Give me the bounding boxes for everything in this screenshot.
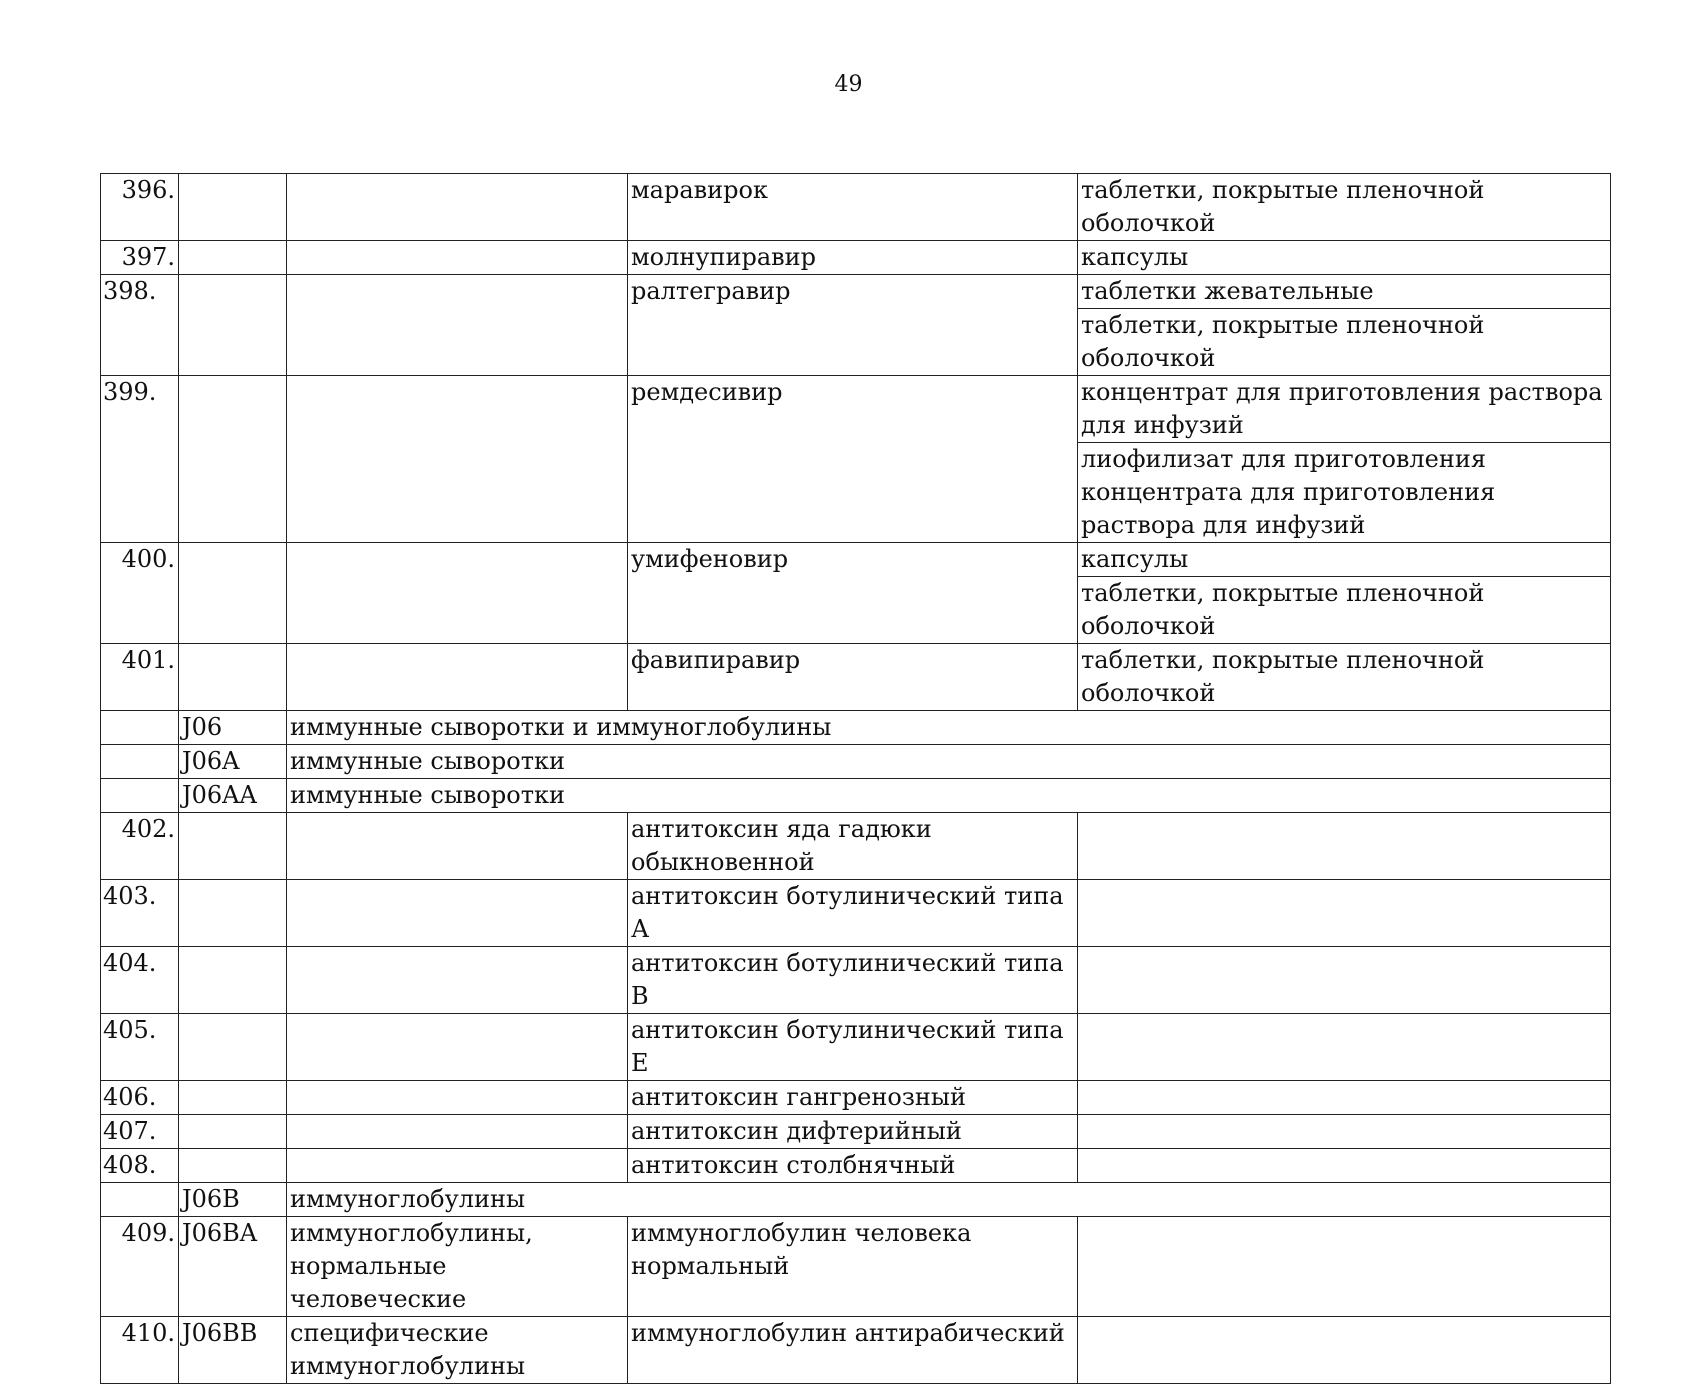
atc-code-cell	[179, 813, 287, 880]
atc-code-cell	[179, 947, 287, 1014]
row-number: 396.	[101, 174, 179, 241]
row-number: 408.	[101, 1149, 179, 1183]
table-row	[101, 1081, 1611, 1115]
inn-cell: антитоксин ботулинический типа Е	[628, 1014, 1078, 1081]
atc-code-cell	[179, 241, 287, 275]
dosage-form-cell	[1078, 813, 1611, 880]
atc-code-cell: J06A	[179, 745, 287, 779]
group-cell: иммуноглобулины, нормальные человеческие	[287, 1217, 628, 1317]
row-number: 410.	[101, 1317, 179, 1384]
row-number: 405.	[101, 1014, 179, 1081]
group-cell	[287, 376, 628, 543]
row-number: 402.	[101, 813, 179, 880]
dosage-form-cell	[1078, 1115, 1611, 1149]
inn-cell: ремдесивир	[628, 376, 1078, 543]
row-number: 406.	[101, 1081, 179, 1115]
dosage-form-cell	[1078, 1317, 1611, 1384]
page-number: 49	[834, 72, 863, 97]
row-number: 397.	[101, 241, 179, 275]
row-number	[101, 711, 179, 745]
group-title-cell: иммуноглобулины	[287, 1183, 1611, 1217]
group-title-cell: иммунные сыворотки и иммуноглобулины	[287, 711, 1611, 745]
group-cell	[287, 174, 628, 241]
inn-cell: антитоксин яда гадюки обыкновенной	[628, 813, 1078, 880]
dosage-form-cell: лиофилизат для приготовления концентрата для приготовления раствора для инфузий	[1078, 443, 1611, 543]
dosage-form-cell	[1078, 947, 1611, 1014]
dosage-form-cell: капсулы	[1078, 241, 1611, 275]
group-cell: специфические иммуноглобулины	[287, 1317, 628, 1384]
group-cell	[287, 880, 628, 947]
row-number: 403.	[101, 880, 179, 947]
group-cell	[287, 543, 628, 644]
inn-cell: молнупиравир	[628, 241, 1078, 275]
inn-cell: ралтегравир	[628, 275, 1078, 376]
row-number: 409.	[101, 1217, 179, 1317]
table-row	[101, 275, 1611, 309]
atc-code-cell	[179, 275, 287, 376]
inn-cell: антитоксин гангренозный	[628, 1081, 1078, 1115]
table-row	[101, 241, 1611, 275]
table-row	[101, 543, 1611, 577]
row-number: 398.	[101, 275, 179, 376]
row-number: 407.	[101, 1115, 179, 1149]
dosage-form-cell: таблетки, покрытые пленочной оболочкой	[1078, 644, 1611, 711]
atc-code-cell	[179, 644, 287, 711]
inn-cell: антитоксин ботулинический типа В	[628, 947, 1078, 1014]
table-row	[101, 644, 1611, 711]
group-cell	[287, 1115, 628, 1149]
table-row	[101, 880, 1611, 947]
dosage-form-cell: таблетки, покрытые пленочной оболочкой	[1078, 309, 1611, 376]
atc-code-cell	[179, 880, 287, 947]
group-cell	[287, 275, 628, 376]
row-number: 400.	[101, 543, 179, 644]
inn-cell: антитоксин столбнячный	[628, 1149, 1078, 1183]
table-row	[101, 1217, 1611, 1317]
table-row	[101, 813, 1611, 880]
group-header-row	[101, 711, 1611, 745]
row-number: 399.	[101, 376, 179, 543]
inn-cell: иммуноглобулин антирабический	[628, 1317, 1078, 1384]
table-row	[101, 947, 1611, 1014]
dosage-form-cell: таблетки, покрытые пленочной оболочкой	[1078, 577, 1611, 644]
group-cell	[287, 241, 628, 275]
inn-cell: антитоксин дифтерийный	[628, 1115, 1078, 1149]
atc-code-cell: J06BA	[179, 1217, 287, 1317]
dosage-form-cell: таблетки, покрытые пленочной оболочкой	[1078, 174, 1611, 241]
dosage-form-cell	[1078, 880, 1611, 947]
table-row	[101, 1115, 1611, 1149]
atc-code-cell	[179, 1081, 287, 1115]
atc-code-cell	[179, 174, 287, 241]
inn-cell: антитоксин ботулинический типа А	[628, 880, 1078, 947]
atc-code-cell: J06	[179, 711, 287, 745]
dosage-form-cell	[1078, 1081, 1611, 1115]
group-header-row	[101, 745, 1611, 779]
atc-code-cell: J06AA	[179, 779, 287, 813]
row-number: 404.	[101, 947, 179, 1014]
group-cell	[287, 1081, 628, 1115]
atc-code-cell: J06BB	[179, 1317, 287, 1384]
atc-code-cell	[179, 543, 287, 644]
table-row	[101, 1014, 1611, 1081]
dosage-form-cell: концентрат для приготовления раствора для инфузий	[1078, 376, 1611, 443]
table-row	[101, 174, 1611, 241]
table-row	[101, 376, 1611, 443]
row-number: 401.	[101, 644, 179, 711]
drug-table	[100, 173, 1611, 1384]
group-title-cell: иммунные сыворотки	[287, 779, 1611, 813]
atc-code-cell: J06B	[179, 1183, 287, 1217]
inn-cell: маравирок	[628, 174, 1078, 241]
group-cell	[287, 644, 628, 711]
table-row	[101, 1149, 1611, 1183]
group-cell	[287, 947, 628, 1014]
atc-code-cell	[179, 1014, 287, 1081]
row-number	[101, 779, 179, 813]
group-header-row	[101, 779, 1611, 813]
atc-code-cell	[179, 376, 287, 543]
dosage-form-cell	[1078, 1217, 1611, 1317]
atc-code-cell	[179, 1115, 287, 1149]
row-number	[101, 745, 179, 779]
table-row	[101, 1317, 1611, 1384]
inn-cell: иммуноглобулин человека нормальный	[628, 1217, 1078, 1317]
group-cell	[287, 1014, 628, 1081]
inn-cell: фавипиравир	[628, 644, 1078, 711]
atc-code-cell	[179, 1149, 287, 1183]
group-cell	[287, 1149, 628, 1183]
dosage-form-cell	[1078, 1149, 1611, 1183]
dosage-form-cell	[1078, 1014, 1611, 1081]
inn-cell: умифеновир	[628, 543, 1078, 644]
dosage-form-cell: капсулы	[1078, 543, 1611, 577]
dosage-form-cell: таблетки жевательные	[1078, 275, 1611, 309]
group-title-cell: иммунные сыворотки	[287, 745, 1611, 779]
group-cell	[287, 813, 628, 880]
